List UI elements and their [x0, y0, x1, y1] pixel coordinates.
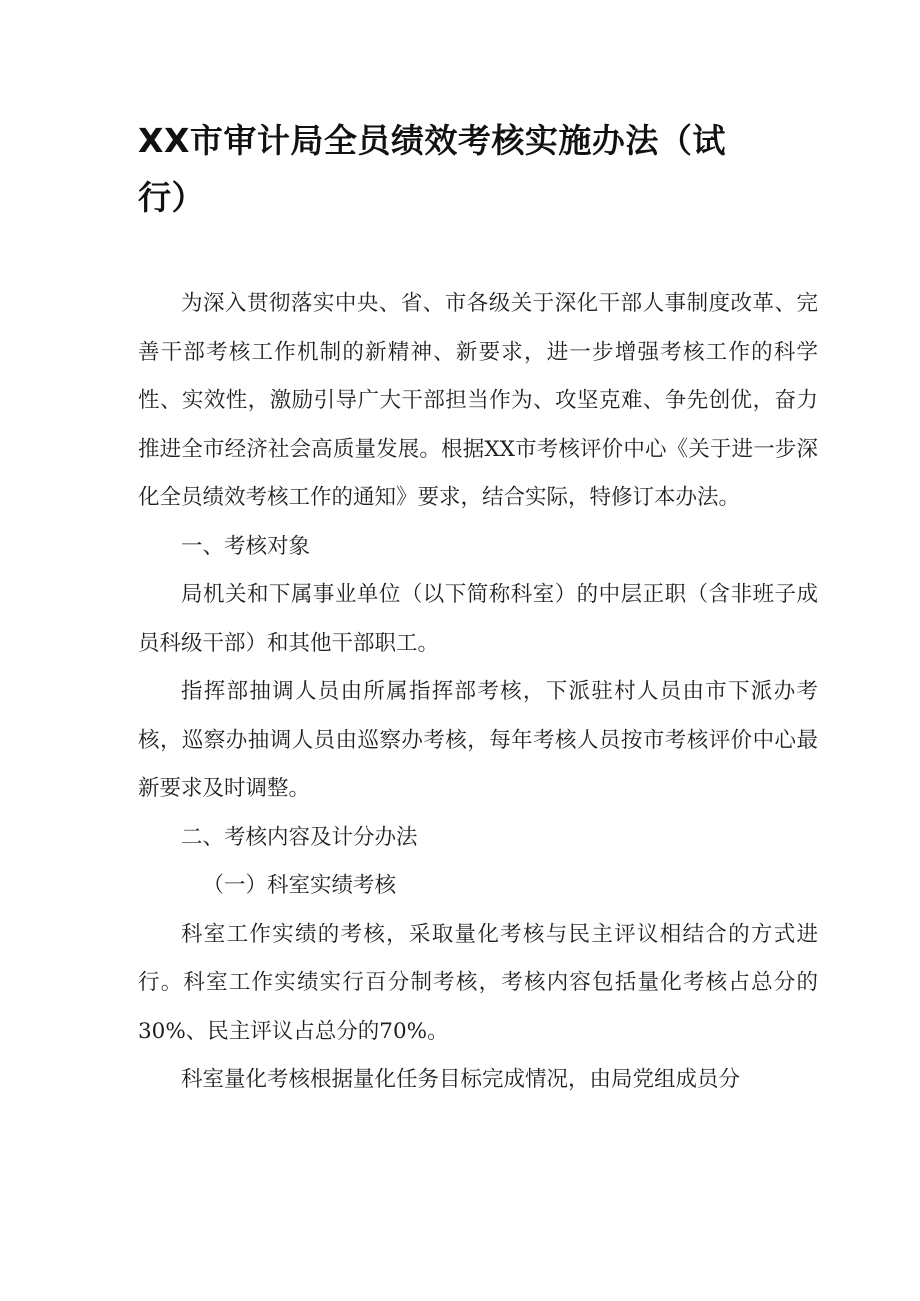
subsection-heading-office-performance: （一）科室实绩考核	[202, 873, 397, 898]
office-performance-paragraph: 科室工作实绩的考核，采取量化考核与民主评议相结合的方式进行。科室工作实绩实行百分制考核，考核内容包括量化考核占总分的30%、民主评议占总分的70%。	[138, 921, 818, 1044]
document-body	[138, 280, 818, 1105]
seconded-staff-paragraph: 指挥部抽调人员由所属指挥部考核，下派驻村人员由市下派办考核，巡察办抽调人员由巡察办考核，每年考核人员按市考核评价中心最新要求及时调整。	[138, 679, 818, 801]
section-heading-content-and-scoring: 二、考核内容及计分办法	[181, 824, 418, 850]
document-title: XX市审计局全员绩效考核实施办法（试行）	[138, 121, 726, 217]
intro-paragraph: 为深入贯彻落实中央、省、市各级关于深化干部人事制度改革、完善干部考核工作机制的新精神、新要求，进一步增强考核工作的科学性、实效性，激励引导广大干部担当作为、攻坚克难、争先创优，奋力推进全市经济社会高质量发展。根据XX市考核评价中心《关于进一步深化全员绩效考核工作的通知》要求，结合实际，特修订本办法。	[138, 291, 818, 510]
quantitative-assessment-paragraph: 科室量化考核根据量化任务目标完成情况，由局党组成员分	[181, 1067, 741, 1092]
section-heading-assessment-targets: 一、考核对象	[181, 533, 311, 559]
targets-paragraph: 局机关和下属事业单位（以下简称科室）的中层正职（含非班子成员科级干部）和其他干部职工。	[138, 582, 818, 656]
